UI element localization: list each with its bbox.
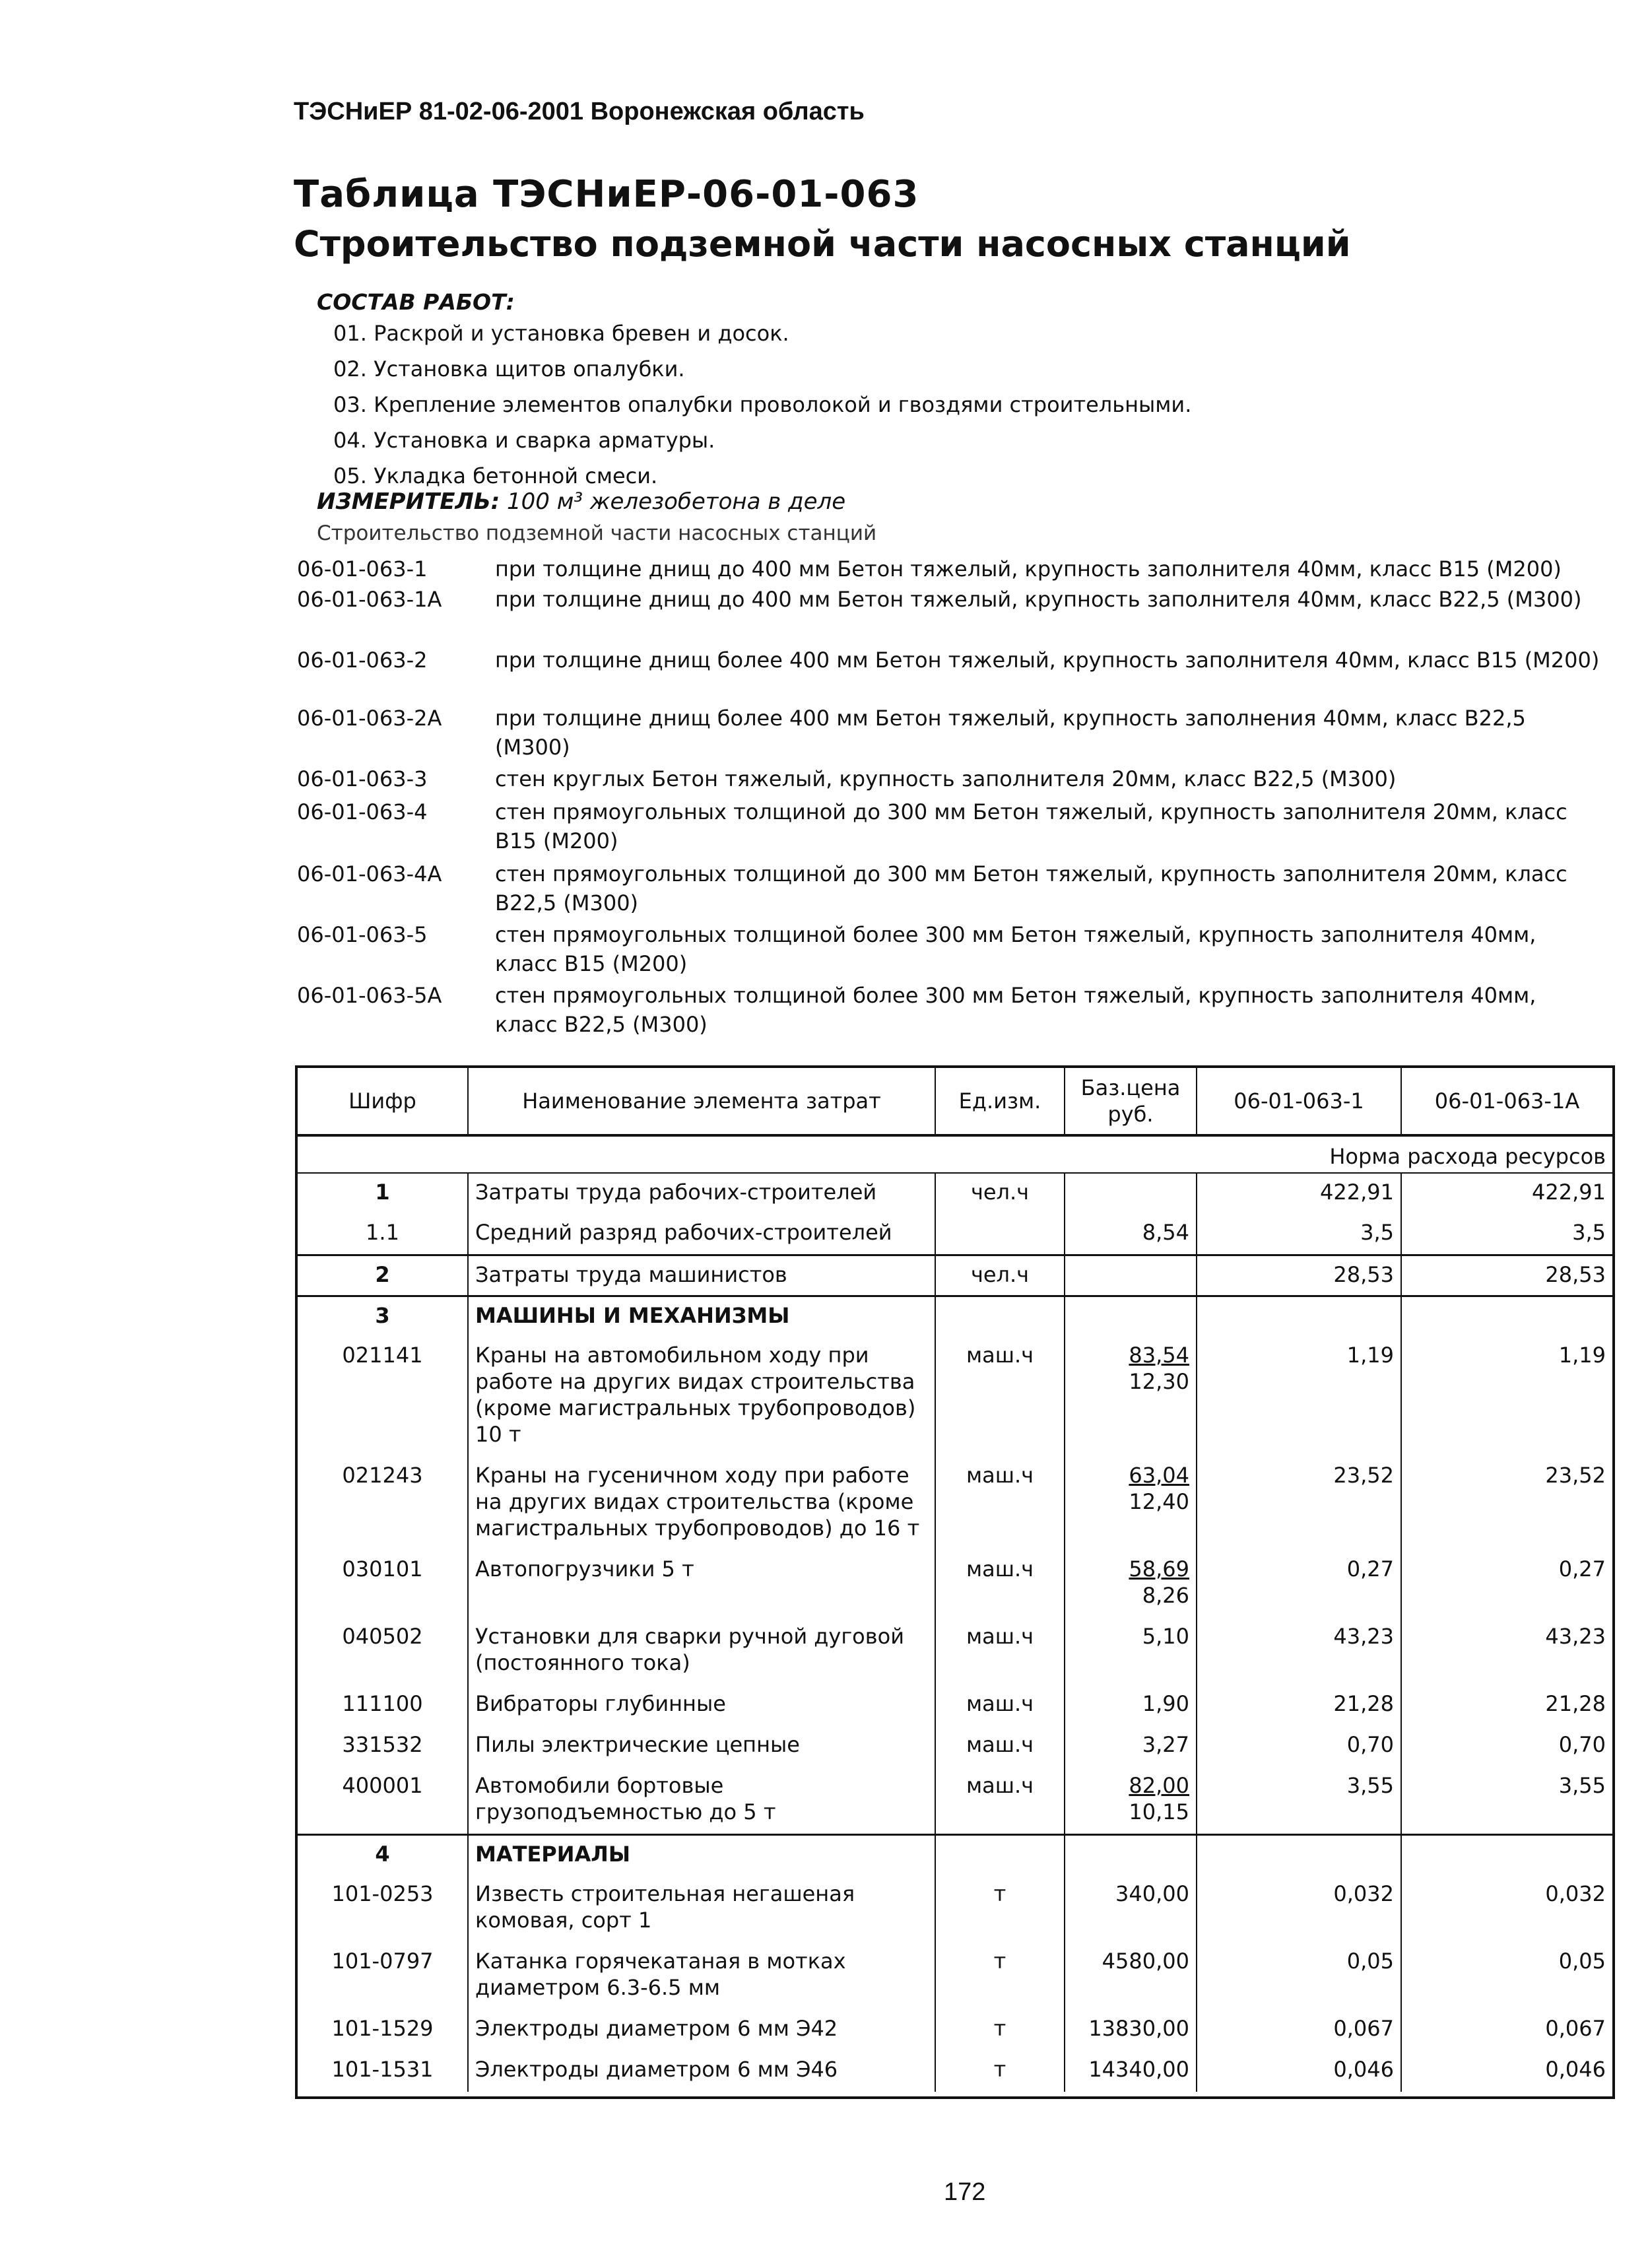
cell-name: Затраты труда машинистов [468,1255,935,1296]
resource-table-frame [295,1065,1615,2099]
table-row [298,2010,1612,2051]
cell-code: 021141 [298,1337,468,1457]
cell-price [1065,2051,1197,2092]
cell-unit: чел.ч [935,1173,1065,1214]
table-row [298,1214,1612,1255]
cell-code: 101-1531 [298,2051,468,2092]
cell-price [1065,2010,1197,2051]
cell-v2: 0,046 [1545,2057,1606,2082]
cell-v2: 43,23 [1545,1624,1606,1649]
code: 06-01-063-5А [297,983,442,1008]
cell-unit [935,1214,1065,1255]
code: 06-01-063-2 [297,648,428,673]
cell-code: 040502 [298,1618,468,1685]
cell-unit [935,1834,1065,1875]
table-row [298,1457,1612,1551]
code: 06-01-063-1 [297,556,428,582]
table-row [298,1173,1612,1214]
table-row [298,2051,1612,2092]
izmeritel-value: 100 м³ железобетона в деле [507,488,846,515]
col-header-name: Наименование элемента затрат [468,1068,935,1135]
cell-code: 2 [298,1255,468,1296]
code: 06-01-063-2А [297,706,442,731]
cell-v2: 422,91 [1532,1180,1606,1205]
cell-price [1065,1875,1197,1943]
works-list [333,316,1191,494]
cell-v2: 0,032 [1545,1881,1606,1906]
cell-v2 [1401,1296,1612,1337]
code: 06-01-063-4 [297,799,428,824]
cell-v2: 28,53 [1401,1255,1612,1296]
norma-label: Норма расхода ресурсов [298,1135,1612,1173]
cell-code: 101-0253 [298,1875,468,1943]
cell-unit: маш.ч [935,1551,1065,1618]
cell-unit: т [935,2010,1065,2051]
cell-unit [935,1296,1065,1337]
cell-name: Автомобили бортовые грузоподъемностью до 5 т [468,1767,935,1834]
cell-price [1065,1726,1197,1767]
section-row [298,1834,1612,1875]
code-desc: при толщине днищ до 400 мм Бетон тяжелый, крупность заполнителя 40мм, класс В15 (М200) [495,556,1562,582]
col-header-v2: 06-01-063-1А [1401,1068,1612,1135]
cell-v2: 0,70 [1558,1732,1606,1757]
price: 82,00 [1129,1773,1189,1798]
cell-name: Средний разряд рабочих-строителей [468,1214,935,1255]
cell-name: Вибраторы глубинные [468,1685,935,1726]
intro-text: Строительство подземной части насосных станций [317,521,877,545]
cell-v2: 0,05 [1558,1949,1606,1974]
izmeritel-label: ИЗМЕРИТЕЛЬ: [317,488,500,515]
table-row [298,1943,1612,2010]
code-desc: стен прямоугольных толщиной более 300 мм Бетон тяжелый, крупность заполнителя 40мм, класс В22,5 (М300) [495,983,1536,1037]
cell-code: 3 [298,1296,468,1337]
cell-price [1065,1214,1197,1255]
cell-unit: маш.ч [935,1337,1065,1457]
cell-code: 101-0797 [298,1943,468,2010]
cell-unit: т [935,1875,1065,1943]
cell-v1: 0,70 [1197,1726,1401,1767]
code-row [297,704,1604,764]
price: 340,00 [1115,1881,1189,1906]
document-header: ТЭСНиЕР 81-02-06-2001 Воронежская область [294,98,865,125]
code-desc: стен прямоугольных толщиной более 300 мм Бетон тяжелый, крупность заполнителя 40мм, класс В15 (М200) [495,922,1536,976]
code: 06-01-063-4А [297,861,442,886]
sostav-label: СОСТАВ РАБОТ: [317,289,515,315]
cell-code: 101-1529 [298,2010,468,2051]
table-row [298,1767,1612,1834]
price: 5,10 [1142,1624,1189,1649]
work-item: 03. Крепление элементов опалубки проволокой и гвоздями строительными. [333,392,1192,417]
price-secondary: 10,15 [1129,1799,1189,1824]
table-header-row [298,1068,1612,1135]
cell-code: 030101 [298,1551,468,1618]
cell-unit: т [935,1943,1065,2010]
code-row [297,859,1604,920]
cell-v1 [1197,1296,1401,1337]
code-desc: стен круглых Бетон тяжелый, крупность заполнителя 20мм, класс В22,5 (М300) [495,766,1397,791]
cell-v1: 0,046 [1197,2051,1401,2092]
cell-v2 [1401,1834,1612,1875]
norma-row [298,1135,1612,1173]
cell-unit: т [935,2051,1065,2092]
cell-v1: 21,28 [1197,1685,1401,1726]
col-header-v1: 06-01-063-1 [1197,1068,1401,1135]
cell-code: 111100 [298,1685,468,1726]
cell-unit: маш.ч [935,1457,1065,1551]
cell-v2: 0,27 [1558,1556,1606,1582]
code-row [297,981,1604,1042]
cell-v2: 3,5 [1572,1220,1606,1245]
cell-name: Электроды диаметром 6 мм Э46 [468,2051,935,2092]
cell-price [1065,1255,1197,1296]
code-list [297,554,1604,1042]
cell-code: 1 [298,1173,468,1214]
code-row [297,920,1604,981]
price: 14340,00 [1088,2057,1189,2082]
cell-v2: 3,55 [1558,1773,1606,1798]
table-row [298,1337,1612,1457]
table-title: Таблица ТЭСНиЕР-06-01-063 [294,173,919,216]
cell-unit: чел.ч [935,1255,1065,1296]
cell-price [1065,1457,1197,1551]
work-item: 04. Установка и сварка арматуры. [333,428,715,453]
price: 63,04 [1129,1463,1189,1488]
cell-v1: 28,53 [1197,1255,1401,1296]
cell-name: Пилы электрические цепные [468,1726,935,1767]
table-row [298,1685,1612,1726]
code-row [297,585,1604,646]
code: 06-01-063-1А [297,587,442,612]
price: 58,69 [1129,1556,1189,1582]
price-secondary: 12,40 [1129,1489,1189,1514]
cell-v2: 0,067 [1545,2016,1606,2041]
resource-table [298,1068,1612,2092]
cell-price [1065,1173,1197,1214]
cell-v1: 1,19 [1197,1337,1401,1457]
col-header-unit: Ед.изм. [935,1068,1065,1135]
code-row [297,554,1604,585]
price-secondary: 12,30 [1129,1369,1189,1394]
cell-price [1065,1834,1197,1875]
cell-unit: маш.ч [935,1767,1065,1834]
cell-unit: маш.ч [935,1618,1065,1685]
cell-code: 021243 [298,1457,468,1551]
code-desc: при толщине днищ более 400 мм Бетон тяжелый, крупность заполнения 40мм, класс В22,5 (М300) [495,706,1526,760]
cell-v1: 422,91 [1197,1173,1401,1214]
cell-price [1065,1296,1197,1337]
code-row [297,797,1604,859]
price: 8,54 [1142,1220,1189,1245]
code-desc: при толщине днищ более 400 мм Бетон тяжелый, крупность заполнителя 40мм, класс В15 (М200) [495,648,1600,673]
cell-name: МАШИНЫ И МЕХАНИЗМЫ [468,1296,935,1337]
cell-name: Краны на автомобильном ходу при работе на других видах строительства (кроме магистральных трубопроводов) 10 т [468,1337,935,1457]
work-item: 01. Раскрой и установка бревен и досок. [333,321,789,346]
cell-price [1065,1943,1197,2010]
cell-unit: маш.ч [935,1685,1065,1726]
cell-price [1065,1685,1197,1726]
code-desc: при толщине днищ до 400 мм Бетон тяжелый, крупность заполнителя 40мм, класс В22,5 (М300) [495,587,1582,612]
cell-price [1065,1767,1197,1834]
price: 3,27 [1142,1732,1189,1757]
table-row [298,1551,1612,1618]
work-item: 05. Укладка бетонной смеси. [333,463,658,488]
cell-v2: 23,52 [1545,1463,1606,1488]
section-row [298,1296,1612,1337]
col-header-shifr: Шифр [298,1068,468,1135]
cell-name: Электроды диаметром 6 мм Э42 [468,2010,935,2051]
cell-name: МАТЕРИАЛЫ [468,1834,935,1875]
cell-code: 1.1 [298,1214,468,1255]
cell-code: 331532 [298,1726,468,1767]
work-item: 02. Установка щитов опалубки. [333,356,685,382]
price: 83,54 [1129,1343,1189,1368]
cell-v1: 3,55 [1197,1767,1401,1834]
cell-price [1065,1618,1197,1685]
cell-v1: 43,23 [1197,1618,1401,1685]
cell-v1: 0,032 [1197,1875,1401,1943]
cell-v1: 0,27 [1197,1551,1401,1618]
table-row [298,1875,1612,1943]
price: 4580,00 [1102,1949,1189,1974]
cell-price [1065,1551,1197,1618]
page-number: 172 [944,2178,986,2206]
price: 1,90 [1142,1691,1189,1716]
cell-v1: 0,05 [1197,1943,1401,2010]
price-secondary: 8,26 [1142,1583,1189,1608]
code-row [297,646,1604,704]
price: 13830,00 [1088,2016,1189,2041]
cell-name: Известь строительная негашеная комовая, сорт 1 [468,1875,935,1943]
cell-name: Краны на гусеничном ходу при работе на других видах строительства (кроме магистральных трубопроводов) до 16 т [468,1457,935,1551]
table-row [298,1618,1612,1685]
code-desc: стен прямоугольных толщиной до 300 мм Бетон тяжелый, крупность заполнителя 20мм, класс В22,5 (М300) [495,861,1567,916]
col-header-price: Баз.цена руб. [1065,1068,1197,1135]
cell-code: 4 [298,1834,468,1875]
cell-v1 [1197,1834,1401,1875]
cell-unit: маш.ч [935,1726,1065,1767]
cell-v2: 1,19 [1558,1343,1606,1368]
cell-v1: 0,067 [1197,2010,1401,2051]
table-row [298,1726,1612,1767]
cell-v1: 23,52 [1197,1457,1401,1551]
code: 06-01-063-3 [297,766,428,791]
table-row [298,1255,1612,1296]
cell-v1: 3,5 [1197,1214,1401,1255]
cell-name: Автопогрузчики 5 т [468,1551,935,1618]
code-row [297,764,1604,797]
cell-v2: 21,28 [1545,1691,1606,1716]
izmeritel [317,488,845,515]
code-desc: стен прямоугольных толщиной до 300 мм Бетон тяжелый, крупность заполнителя 20мм, класс В15 (М200) [495,799,1567,853]
cell-name: Установки для сварки ручной дуговой (постоянного тока) [468,1618,935,1685]
code: 06-01-063-5 [297,922,428,947]
cell-code: 400001 [298,1767,468,1834]
cell-price [1065,1337,1197,1457]
cell-name: Затраты труда рабочих-строителей [468,1173,935,1214]
cell-name: Катанка горячекатаная в мотках диаметром 6.3-6.5 мм [468,1943,935,2010]
table-subtitle: Строительство подземной части насосных станций [294,223,1351,265]
